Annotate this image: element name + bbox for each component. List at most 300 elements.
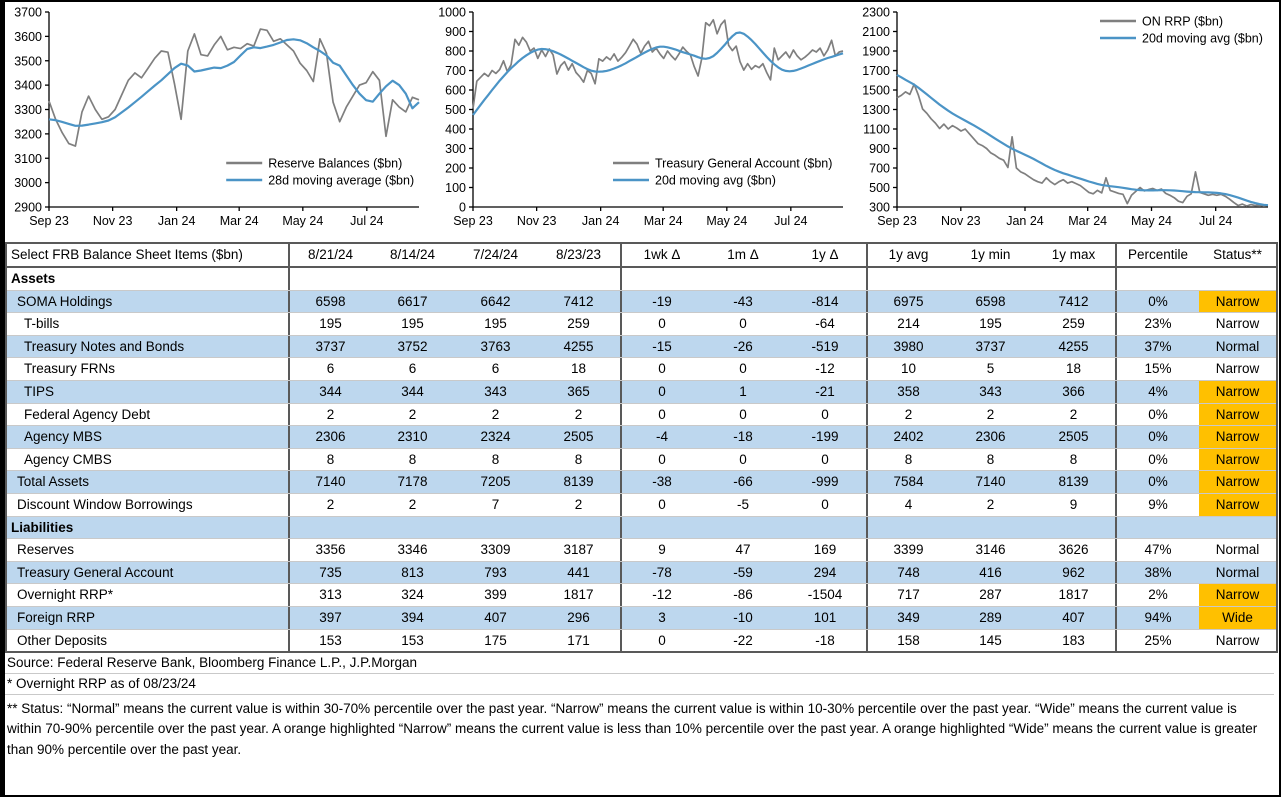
row-label: T-bills <box>24 316 60 332</box>
reserve-balances-plot <box>5 3 429 237</box>
value-cell: -1504 <box>807 587 843 603</box>
value-cell: -22 <box>733 632 753 648</box>
legend-label: Treasury General Account ($bn) <box>655 156 833 171</box>
legend-label: 20d moving avg ($bn) <box>1142 31 1263 46</box>
value-cell: 7140 <box>288 471 371 493</box>
value-cell: -78 <box>620 562 702 584</box>
y-axis-tick-label: 2100 <box>862 25 890 39</box>
value-cell: 169 <box>813 542 837 558</box>
value-cell: 0% <box>1115 449 1199 471</box>
value-cell <box>371 517 454 539</box>
value-cell <box>454 268 537 290</box>
value-cell: 4255 <box>563 338 594 354</box>
value-cell: 2 <box>288 404 371 426</box>
value-cell: 259 <box>567 316 590 332</box>
x-axis-tick-label: Jan 24 <box>157 214 196 228</box>
chart-reserve-balances <box>5 3 429 239</box>
value-cell: 175 <box>484 632 507 648</box>
value-cell: 3187 <box>563 542 594 558</box>
value-cell: 9 <box>1069 496 1078 512</box>
x-axis-tick-label: Nov 23 <box>92 214 133 228</box>
value-cell: 259 <box>1062 316 1085 332</box>
value-cell: 6 <box>408 361 417 377</box>
value-cell <box>1115 268 1199 290</box>
value-cell: 3752 <box>397 338 428 354</box>
value-cell <box>620 517 702 539</box>
x-axis-tick-label: Jan 24 <box>1006 214 1044 228</box>
value-cell: 23% <box>1115 313 1199 335</box>
value-cell: -519 <box>811 338 839 354</box>
value-cell: 3146 <box>975 542 1006 558</box>
value-cell: -21 <box>815 383 835 399</box>
value-cell: 0 <box>739 316 747 332</box>
status-badge: Narrow <box>1215 361 1260 377</box>
value-cell: 0 <box>821 451 829 467</box>
value-cell: 8 <box>408 451 417 467</box>
y-axis-tick-label: 300 <box>445 142 466 156</box>
y-axis-tick-label: 3300 <box>14 103 42 117</box>
column-header: Status** <box>1213 247 1262 262</box>
value-cell <box>784 517 866 539</box>
value-cell: 8 <box>574 451 583 467</box>
value-cell <box>288 517 371 539</box>
column-header: 1y min <box>970 247 1011 262</box>
status-definition-footnote: ** Status: “Normal” means the current value is within 30-70% percentile over the past year. “Narrow” means the current value is within 10-30% percentile over the past year. “Wide” means the current value is within 70-90% percentile over the past year. A orange highlighted “Narrow” means the current value is less than 10% percentile over the past year. A orange highlighted “Wide” means the current value is greater than 90% percentile over the past year. <box>7 701 1258 757</box>
row-label: Total Assets <box>17 474 90 490</box>
value-cell: -199 <box>811 429 839 445</box>
table-row <box>7 493 1276 516</box>
value-cell: 5 <box>986 361 995 377</box>
value-cell: 3 <box>620 607 702 629</box>
value-cell: 407 <box>1062 609 1085 625</box>
value-cell: 2% <box>1115 584 1199 606</box>
table-row <box>7 448 1276 471</box>
value-cell: 9% <box>1115 494 1199 516</box>
value-cell: 365 <box>567 383 590 399</box>
value-cell: 8 <box>986 451 995 467</box>
value-cell: 735 <box>288 562 371 584</box>
y-axis-tick-label: 3700 <box>14 5 42 20</box>
table-row <box>7 629 1276 652</box>
series-line <box>473 33 843 116</box>
value-cell: 214 <box>866 313 949 335</box>
y-axis-tick-label: 3200 <box>14 127 42 142</box>
table-row <box>7 335 1276 358</box>
value-cell <box>537 517 620 539</box>
value-cell: 6642 <box>480 293 511 309</box>
status-badge: Narrow <box>1199 584 1276 606</box>
value-cell: 145 <box>979 632 1002 648</box>
value-cell: 0% <box>1115 471 1199 493</box>
series-line <box>49 29 419 146</box>
y-axis-tick-label: 100 <box>445 181 466 195</box>
table-row <box>7 403 1276 426</box>
value-cell: -12 <box>815 361 835 377</box>
on-rrp-plot <box>853 3 1278 237</box>
value-cell: 6 <box>288 358 371 380</box>
column-header: 1y Δ <box>811 247 839 262</box>
status-badge: Narrow <box>1199 291 1276 313</box>
column-header: 1wk Δ <box>620 244 702 266</box>
x-axis-tick-label: May 24 <box>706 214 748 228</box>
series-line <box>897 75 1268 205</box>
value-cell: -59 <box>733 564 753 580</box>
y-axis-tick-label: 400 <box>445 122 466 137</box>
value-cell: 0 <box>620 630 702 652</box>
value-cell: 195 <box>288 313 371 335</box>
value-cell: 813 <box>401 564 424 580</box>
value-cell: 0% <box>1115 291 1199 313</box>
y-axis-tick-label: 1000 <box>438 5 466 20</box>
table-row <box>7 290 1276 313</box>
value-cell: 47% <box>1115 539 1199 561</box>
value-cell <box>537 268 620 290</box>
value-cell: 0% <box>1115 404 1199 426</box>
value-cell: 296 <box>567 609 590 625</box>
section-row <box>7 516 1276 539</box>
value-cell: 38% <box>1115 562 1199 584</box>
source-note: Source: Federal Reserve Bank, Bloomberg Finance L.P., J.P.Morgan <box>5 653 1274 674</box>
balance-sheet-table <box>5 242 1278 653</box>
value-cell: 343 <box>484 383 507 399</box>
value-cell: -12 <box>620 584 702 606</box>
value-cell: 962 <box>1062 564 1085 580</box>
value-cell: 4 <box>866 494 949 516</box>
value-cell: 0 <box>620 494 702 516</box>
value-cell: 7140 <box>975 474 1006 490</box>
table-header-row <box>7 244 1276 268</box>
row-label: Agency CMBS <box>24 451 112 467</box>
value-cell: 195 <box>401 316 424 332</box>
value-cell: 2324 <box>480 429 511 445</box>
column-header: 8/14/24 <box>389 247 436 262</box>
value-cell: 366 <box>1062 383 1085 399</box>
table-row <box>7 357 1276 380</box>
value-cell <box>288 268 371 290</box>
y-axis-tick-label: 600 <box>445 83 466 98</box>
series-line <box>473 20 843 109</box>
status-badge: Narrow <box>1199 426 1276 448</box>
y-axis-tick-label: 1900 <box>862 44 890 59</box>
value-cell: 7205 <box>480 474 511 490</box>
row-label: Agency MBS <box>24 429 103 445</box>
value-cell: 2505 <box>563 429 594 445</box>
value-cell: 343 <box>979 383 1002 399</box>
value-cell <box>1032 517 1115 539</box>
value-cell: 294 <box>813 564 837 580</box>
row-label: Federal Agency Debt <box>24 406 151 422</box>
x-axis-tick-label: Mar 24 <box>643 214 683 228</box>
value-cell: 2 <box>986 496 995 512</box>
column-header: 1y avg <box>866 244 949 266</box>
value-cell: 18 <box>570 361 587 377</box>
footnotes <box>5 653 1274 763</box>
value-cell <box>1032 268 1115 290</box>
value-cell: 3399 <box>866 539 949 561</box>
y-axis-tick-label: 3400 <box>14 78 42 93</box>
value-cell: -999 <box>811 474 839 490</box>
value-cell: 2505 <box>1058 429 1089 445</box>
value-cell: 1 <box>739 383 747 399</box>
column-header: 8/23/23 <box>555 247 602 262</box>
value-cell: 3309 <box>480 542 511 558</box>
value-cell: 0 <box>739 361 747 377</box>
status-badge: Narrow <box>1199 381 1276 403</box>
value-cell: 0 <box>620 358 702 380</box>
chart-treasury-general-account <box>429 3 853 239</box>
column-header: Percentile <box>1115 244 1199 266</box>
x-axis-tick-label: May 24 <box>282 214 324 228</box>
value-cell: 6598 <box>975 293 1006 309</box>
row-label: Overnight RRP* <box>17 587 114 603</box>
value-cell: 8 <box>491 451 500 467</box>
value-cell: 183 <box>1062 632 1085 648</box>
status-badge: Normal <box>1215 542 1260 558</box>
value-cell: -19 <box>620 291 702 313</box>
value-cell: 0 <box>821 496 829 512</box>
x-axis-tick-label: Sep 23 <box>29 214 69 228</box>
value-cell: -64 <box>815 316 835 332</box>
value-cell: 6975 <box>866 291 949 313</box>
value-cell: 8 <box>288 449 371 471</box>
value-cell: 2 <box>288 494 371 516</box>
x-axis-tick-label: Jul 24 <box>1199 214 1233 228</box>
value-cell: 158 <box>866 630 949 652</box>
value-cell: 3346 <box>397 542 428 558</box>
overnight-rrp-footnote: * Overnight RRP as of 08/23/24 <box>5 674 1274 695</box>
y-axis-tick-label: 2300 <box>862 5 890 20</box>
value-cell: 399 <box>484 587 507 603</box>
table-row <box>7 561 1276 584</box>
value-cell: 4255 <box>1058 338 1089 354</box>
status-badge <box>1199 268 1276 290</box>
table-row <box>7 538 1276 561</box>
row-label: Assets <box>11 271 56 286</box>
value-cell: 9 <box>620 539 702 561</box>
value-cell <box>620 268 702 290</box>
x-axis-tick-label: Jul 24 <box>350 214 384 228</box>
legend-label: 20d moving avg ($bn) <box>655 173 776 188</box>
y-axis-tick-label: 1300 <box>862 103 890 117</box>
value-cell: 37% <box>1115 336 1199 358</box>
status-badge <box>1199 517 1276 539</box>
row-label: Treasury Notes and Bonds <box>24 338 185 354</box>
value-cell: 2306 <box>975 429 1006 445</box>
value-cell: 3980 <box>866 336 949 358</box>
value-cell: 289 <box>979 609 1002 625</box>
value-cell <box>949 517 1032 539</box>
value-cell: -4 <box>620 426 702 448</box>
row-label: SOMA Holdings <box>17 293 113 309</box>
value-cell: 717 <box>866 584 949 606</box>
row-label: Reserves <box>17 542 75 558</box>
y-axis-tick-label: 700 <box>445 64 466 78</box>
value-cell: 394 <box>401 609 424 625</box>
column-header: 1m Δ <box>727 247 759 262</box>
table-row <box>7 470 1276 493</box>
y-axis-tick-label: 900 <box>869 142 890 156</box>
value-cell <box>702 268 784 290</box>
value-cell: 7584 <box>866 471 949 493</box>
value-cell: 10 <box>866 358 949 380</box>
status-badge: Narrow <box>1199 471 1276 493</box>
value-cell: 1817 <box>563 587 594 603</box>
table-row <box>7 606 1276 629</box>
value-cell: 15% <box>1115 358 1199 380</box>
legend-label: Reserve Balances ($bn) <box>268 156 403 171</box>
value-cell: 313 <box>288 584 371 606</box>
value-cell: 25% <box>1115 630 1199 652</box>
x-axis-tick-label: Jul 24 <box>774 214 808 228</box>
x-axis-tick-label: Mar 24 <box>219 214 259 228</box>
tga-plot <box>429 3 853 237</box>
chart-on-rrp <box>853 3 1278 239</box>
value-cell: 324 <box>401 587 424 603</box>
value-cell: 4% <box>1115 381 1199 403</box>
section-row <box>7 268 1276 290</box>
value-cell: 0 <box>739 451 747 467</box>
value-cell <box>371 268 454 290</box>
value-cell: 101 <box>813 609 837 625</box>
value-cell: 8 <box>866 449 949 471</box>
status-badge: Narrow <box>1215 316 1260 332</box>
x-axis-tick-label: Sep 23 <box>877 214 917 228</box>
value-cell <box>949 268 1032 290</box>
column-header: 7/24/24 <box>472 247 519 262</box>
status-badge: Narrow <box>1199 449 1276 471</box>
status-badge: Normal <box>1215 564 1260 580</box>
value-cell: 2 <box>866 404 949 426</box>
value-cell: 7412 <box>1058 293 1089 309</box>
row-label: Foreign RRP <box>17 609 96 625</box>
value-cell: 3626 <box>1058 542 1089 558</box>
value-cell: 3763 <box>480 338 511 354</box>
x-axis-tick-label: Nov 23 <box>516 214 557 228</box>
table-row <box>7 583 1276 606</box>
value-cell: 2 <box>574 406 583 422</box>
value-cell: 7178 <box>397 474 428 490</box>
value-cell: 7412 <box>563 293 594 309</box>
value-cell: -5 <box>736 496 749 512</box>
value-cell: 0 <box>620 381 702 403</box>
y-axis-tick-label: 3100 <box>14 151 42 166</box>
row-label: TIPS <box>24 383 55 399</box>
y-axis-tick-label: 1700 <box>862 64 890 78</box>
series-line <box>897 84 1268 206</box>
value-cell <box>1115 517 1199 539</box>
value-cell: 6598 <box>288 291 371 313</box>
y-axis-tick-label: 900 <box>445 25 466 39</box>
value-cell <box>702 517 784 539</box>
value-cell: -18 <box>815 632 835 648</box>
series-line <box>49 39 419 126</box>
y-axis-tick-label: 500 <box>445 103 466 117</box>
value-cell: -18 <box>733 429 753 445</box>
row-label: Other Deposits <box>17 632 108 648</box>
column-header: 1y max <box>1051 247 1096 262</box>
value-cell: 6 <box>491 361 500 377</box>
value-cell: -86 <box>733 587 753 603</box>
value-cell <box>866 517 949 539</box>
value-cell: 47 <box>735 542 751 558</box>
value-cell: 195 <box>979 316 1002 332</box>
value-cell: 2 <box>986 406 995 422</box>
value-cell: -26 <box>733 338 753 354</box>
y-axis-tick-label: 3600 <box>14 29 42 44</box>
legend-label: 28d moving average ($bn) <box>268 173 415 188</box>
value-cell: 748 <box>866 562 949 584</box>
legend-label: ON RRP ($bn) <box>1142 14 1224 29</box>
value-cell: 397 <box>288 607 371 629</box>
value-cell: 344 <box>401 383 424 399</box>
table-title: Select FRB Balance Sheet Items ($bn) <box>11 247 243 262</box>
y-axis-tick-label: 700 <box>869 161 890 176</box>
value-cell: 0 <box>821 406 829 422</box>
value-cell: 3737 <box>975 338 1006 354</box>
value-cell: 358 <box>866 381 949 403</box>
value-cell: 3356 <box>288 539 371 561</box>
status-badge: Normal <box>1215 338 1260 354</box>
y-axis-tick-label: 3000 <box>14 176 42 191</box>
y-axis-tick-label: 800 <box>445 44 466 59</box>
x-axis-tick-label: May 24 <box>1131 214 1173 228</box>
value-cell: 0 <box>739 406 747 422</box>
value-cell: 0 <box>620 404 702 426</box>
table-row <box>7 425 1276 448</box>
value-cell: -15 <box>620 336 702 358</box>
value-cell: 8139 <box>1058 474 1089 490</box>
value-cell: -814 <box>811 293 839 309</box>
value-cell: -38 <box>620 471 702 493</box>
value-cell: 18 <box>1065 361 1082 377</box>
value-cell: 171 <box>567 632 590 648</box>
value-cell: 0 <box>620 449 702 471</box>
y-axis-tick-label: 300 <box>869 200 890 215</box>
y-axis-tick-label: 200 <box>445 161 466 176</box>
value-cell: 287 <box>979 587 1002 603</box>
status-badge: Narrow <box>1199 404 1276 426</box>
value-cell <box>454 517 537 539</box>
report-page <box>5 2 1279 795</box>
y-axis-tick-label: 3500 <box>14 54 42 69</box>
charts-row <box>5 2 1279 239</box>
value-cell: 2 <box>574 496 583 512</box>
row-label: Treasury General Account <box>17 564 174 580</box>
y-axis-tick-label: 2900 <box>14 200 42 215</box>
value-cell <box>866 268 949 290</box>
value-cell: 8 <box>1069 451 1078 467</box>
value-cell: 793 <box>484 564 507 580</box>
x-axis-tick-label: Sep 23 <box>453 214 493 228</box>
row-label: Discount Window Borrowings <box>17 496 193 512</box>
value-cell: 0% <box>1115 426 1199 448</box>
value-cell: 7 <box>491 496 500 512</box>
value-cell: 2402 <box>866 426 949 448</box>
value-cell: 195 <box>484 316 507 332</box>
value-cell: 0 <box>620 313 702 335</box>
value-cell: 416 <box>979 564 1002 580</box>
value-cell: 94% <box>1115 607 1199 629</box>
value-cell: 2 <box>1069 406 1078 422</box>
row-label: Liabilities <box>11 519 74 535</box>
x-axis-tick-label: Mar 24 <box>1068 214 1108 228</box>
value-cell: 2306 <box>288 426 371 448</box>
value-cell: 2 <box>491 406 500 422</box>
value-cell: 3737 <box>288 336 371 358</box>
value-cell: 349 <box>866 607 949 629</box>
value-cell: 8139 <box>563 474 594 490</box>
x-axis-tick-label: Jan 24 <box>581 214 620 228</box>
